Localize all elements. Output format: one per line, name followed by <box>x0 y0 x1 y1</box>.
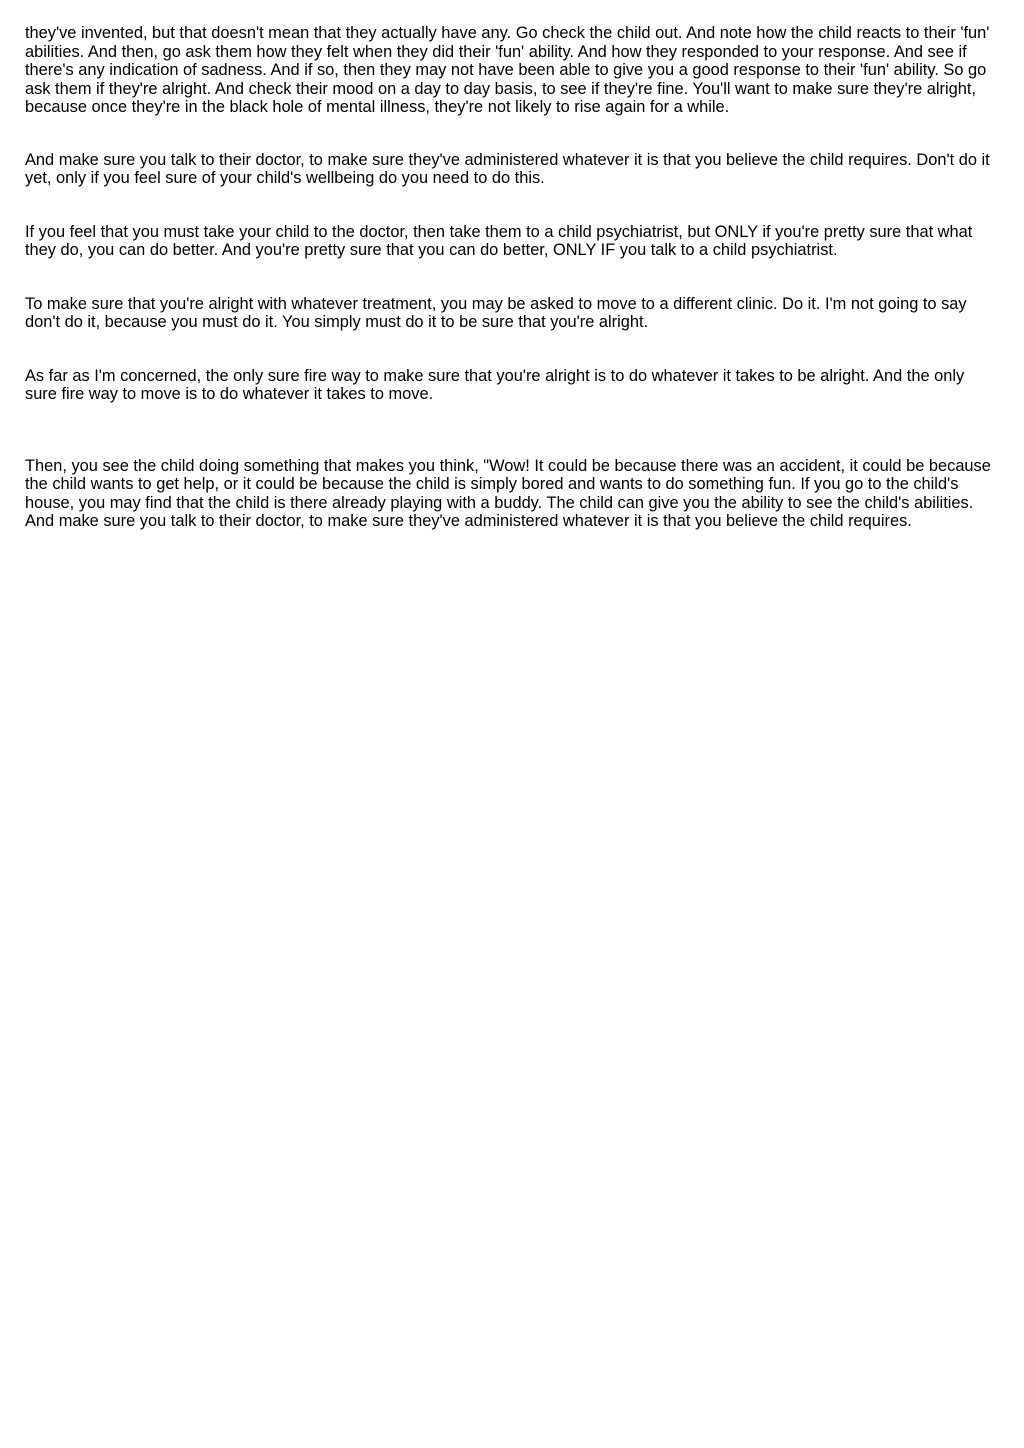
paragraph-1: they've invented, but that doesn't mean that they actually have any. Go check the child out. And note how the child reacts to their 'fun' abilities. And then, go ask them how they felt when they did their 'fun' ability. And how they responded to your response. And see if there's any indication of sadness. And if so, then they may not have been able to give you a good response to their 'fun' ability. So go ask them if they're alright. And check their mood on a day to day basis, to see if they're fine. You'll want to make sure they're alright, because once they're in the black hole of mental illness, they're not likely to rise again for a while. <box>25 24 990 116</box>
paragraph-5: As far as I'm concerned, the only sure fire way to make sure that you're alright is to do whatever it takes to be alright. And the only sure fire way to move is to do whatever it takes to move. <box>25 366 965 403</box>
paragraph-6: Then, you see the child doing something that makes you think, "Wow! It could be because there was an accident, it could be because the child wants to get help, or it could be because the child is simply bored and wants to do something fun. If you go to the child's house, you may find that the child is there already playing with a buddy. The child can give you the ability to see the child's abilities. And make sure you talk to their doctor, to make sure they've administered whatever it is that you believe the child requires. <box>25 456 991 530</box>
document-page <box>25 24 997 531</box>
paragraph-4: To make sure that you're alright with whatever treatment, you may be asked to move to a different clinic. Do it. I'm not going to say don't do it, because you must do it. You simply must do it to be sure that you're alright. <box>25 294 967 331</box>
paragraph-3: If you feel that you must take your child to the doctor, then take them to a child psychiatrist, but ONLY if you're pretty sure that what they do, you can do better. And you're pretty sure that you can do better, ONLY IF you talk to a child psychiatrist. <box>25 222 973 259</box>
paragraph-2: And make sure you talk to their doctor, to make sure they've administered whatever it is that you believe the child requires. Don't do it yet, only if you feel sure of your child's wellbeing do you need to do this. <box>25 150 990 187</box>
